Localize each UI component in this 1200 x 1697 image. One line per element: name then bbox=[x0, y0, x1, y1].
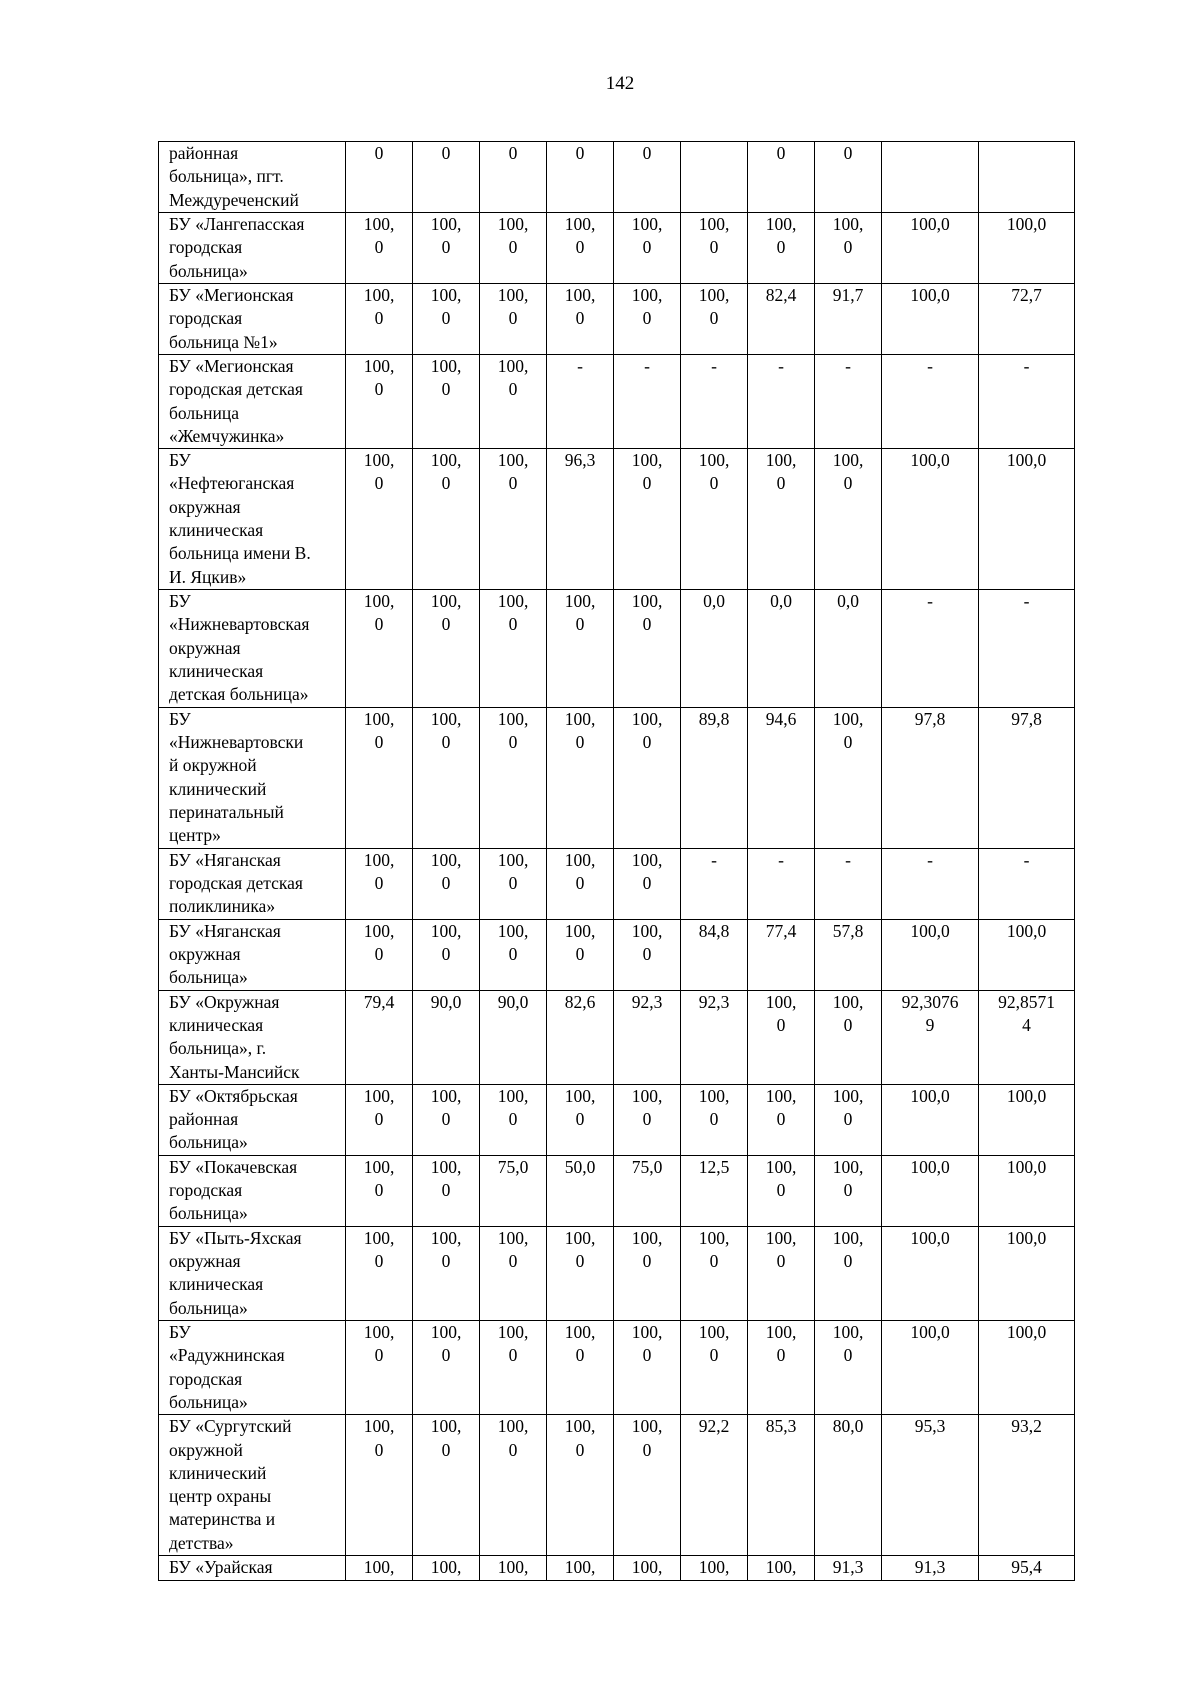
value-cell: - bbox=[979, 848, 1075, 919]
table-row bbox=[159, 1321, 1075, 1415]
table-row bbox=[159, 1556, 1075, 1580]
value-cell: 100, 0 bbox=[547, 1321, 614, 1415]
value-cell: 100,0 bbox=[882, 1084, 979, 1155]
value-cell: 100, 0 bbox=[346, 1415, 413, 1556]
value-cell: - bbox=[882, 590, 979, 707]
value-cell: 100,0 bbox=[882, 1155, 979, 1226]
value-cell: 0 bbox=[547, 142, 614, 213]
value-cell: 100,0 bbox=[882, 1226, 979, 1320]
value-cell: 97,8 bbox=[979, 707, 1075, 848]
page-number: 142 bbox=[605, 73, 635, 94]
institution-name-cell: БУ «Нефтеюганская окружная клиническая больница имени В. И. Яцкив» bbox=[159, 449, 346, 590]
value-cell: 100, 0 bbox=[614, 449, 681, 590]
value-cell: 100, 0 bbox=[480, 848, 547, 919]
value-cell: 100, 0 bbox=[681, 449, 748, 590]
value-cell: 100, 0 bbox=[547, 707, 614, 848]
value-cell: 100, 0 bbox=[346, 919, 413, 990]
value-cell: 100,0 bbox=[979, 1155, 1075, 1226]
table-row bbox=[159, 1415, 1075, 1556]
value-cell: 100, 0 bbox=[346, 284, 413, 355]
value-cell: 100, 0 bbox=[748, 990, 815, 1084]
value-cell: 100, 0 bbox=[413, 707, 480, 848]
value-cell: 100, 0 bbox=[346, 1084, 413, 1155]
value-cell: 100,0 bbox=[979, 1321, 1075, 1415]
value-cell: 100,0 bbox=[979, 1226, 1075, 1320]
value-cell bbox=[882, 142, 979, 213]
value-cell: 96,3 bbox=[547, 449, 614, 590]
value-cell: 100, 0 bbox=[547, 1084, 614, 1155]
value-cell: 92,3076 9 bbox=[882, 990, 979, 1084]
value-cell: 100, 0 bbox=[815, 990, 882, 1084]
value-cell: 100, 0 bbox=[480, 284, 547, 355]
value-cell: 90,0 bbox=[480, 990, 547, 1084]
value-cell: 92,3 bbox=[614, 990, 681, 1084]
value-cell: 75,0 bbox=[614, 1155, 681, 1226]
institution-name-cell: БУ «Окружная клиническая больница», г. Ханты-Мансийск bbox=[159, 990, 346, 1084]
institution-name-cell: БУ «Радужнинская городская больница» bbox=[159, 1321, 346, 1415]
value-cell: 100, 0 bbox=[346, 707, 413, 848]
value-cell: 82,6 bbox=[547, 990, 614, 1084]
value-cell: 100, 0 bbox=[748, 449, 815, 590]
table-row bbox=[159, 919, 1075, 990]
value-cell: 100, 0 bbox=[346, 1321, 413, 1415]
value-cell: 0 bbox=[413, 142, 480, 213]
value-cell: 100, 0 bbox=[815, 1321, 882, 1415]
value-cell: 80,0 bbox=[815, 1415, 882, 1556]
value-cell: 100,0 bbox=[882, 213, 979, 284]
value-cell: 100,0 bbox=[882, 919, 979, 990]
institution-name-cell: БУ «Пыть-Яхская окружная клиническая больница» bbox=[159, 1226, 346, 1320]
value-cell: 82,4 bbox=[748, 284, 815, 355]
value-cell: 100, 0 bbox=[480, 1084, 547, 1155]
value-cell: 100, 0 bbox=[346, 213, 413, 284]
value-cell: - bbox=[815, 355, 882, 449]
table-row bbox=[159, 590, 1075, 707]
value-cell: 94,6 bbox=[748, 707, 815, 848]
value-cell: 95,3 bbox=[882, 1415, 979, 1556]
value-cell: 100, 0 bbox=[346, 590, 413, 707]
value-cell: 100, 0 bbox=[480, 1321, 547, 1415]
table-row bbox=[159, 848, 1075, 919]
table-row bbox=[159, 1155, 1075, 1226]
value-cell: - bbox=[748, 355, 815, 449]
value-cell: 100, bbox=[547, 1556, 614, 1580]
value-cell: 100, 0 bbox=[413, 1226, 480, 1320]
table-row bbox=[159, 213, 1075, 284]
value-cell: 12,5 bbox=[681, 1155, 748, 1226]
value-cell: 100, 0 bbox=[480, 355, 547, 449]
value-cell: 100,0 bbox=[882, 284, 979, 355]
table-row bbox=[159, 707, 1075, 848]
value-cell: 91,3 bbox=[882, 1556, 979, 1580]
value-cell: 100, 0 bbox=[413, 213, 480, 284]
value-cell: 100, 0 bbox=[748, 1155, 815, 1226]
value-cell: 100, 0 bbox=[413, 919, 480, 990]
value-cell: 75,0 bbox=[480, 1155, 547, 1226]
value-cell: 100, 0 bbox=[681, 284, 748, 355]
value-cell: - bbox=[882, 355, 979, 449]
value-cell: 100, 0 bbox=[748, 1226, 815, 1320]
value-cell: 100,0 bbox=[979, 449, 1075, 590]
value-cell: 100, 0 bbox=[346, 449, 413, 590]
value-cell: 100, 0 bbox=[614, 1226, 681, 1320]
institution-name-cell: БУ «Октябрьская районная больница» bbox=[159, 1084, 346, 1155]
value-cell: 100, 0 bbox=[547, 1226, 614, 1320]
value-cell: 100, 0 bbox=[413, 590, 480, 707]
value-cell: 84,8 bbox=[681, 919, 748, 990]
value-cell: 0,0 bbox=[748, 590, 815, 707]
institution-name-cell: БУ «Няганская окружная больница» bbox=[159, 919, 346, 990]
table-row bbox=[159, 355, 1075, 449]
institution-name-cell: БУ «Лангепасская городская больница» bbox=[159, 213, 346, 284]
value-cell: 89,8 bbox=[681, 707, 748, 848]
value-cell: 100, bbox=[413, 1556, 480, 1580]
institution-name-cell: БУ «Покачевская городская больница» bbox=[159, 1155, 346, 1226]
value-cell: 100, 0 bbox=[480, 707, 547, 848]
value-cell: 92,8571 4 bbox=[979, 990, 1075, 1084]
value-cell: 100, 0 bbox=[413, 284, 480, 355]
value-cell: 100, 0 bbox=[614, 1415, 681, 1556]
value-cell: 100, 0 bbox=[547, 848, 614, 919]
value-cell: 100, 0 bbox=[614, 590, 681, 707]
value-cell: 100, 0 bbox=[681, 1226, 748, 1320]
institution-name-cell: БУ «Нижневартовски й окружной клинический перинатальный центр» bbox=[159, 707, 346, 848]
value-cell: 100, 0 bbox=[748, 1321, 815, 1415]
value-cell: 72,7 bbox=[979, 284, 1075, 355]
value-cell: 100,0 bbox=[882, 449, 979, 590]
value-cell: 100, 0 bbox=[815, 1084, 882, 1155]
value-cell: 0,0 bbox=[815, 590, 882, 707]
value-cell: 57,8 bbox=[815, 919, 882, 990]
institution-name-cell: БУ «Нижневартовская окружная клиническая детская больница» bbox=[159, 590, 346, 707]
value-cell: - bbox=[681, 355, 748, 449]
value-cell: 95,4 bbox=[979, 1556, 1075, 1580]
institution-name-cell: районная больница», пгт. Междуреченский bbox=[159, 142, 346, 213]
value-cell: 90,0 bbox=[413, 990, 480, 1084]
value-cell: 100, 0 bbox=[614, 848, 681, 919]
value-cell: 91,7 bbox=[815, 284, 882, 355]
value-cell: 100, 0 bbox=[815, 213, 882, 284]
value-cell: 100, 0 bbox=[413, 848, 480, 919]
value-cell: 100, 0 bbox=[413, 1415, 480, 1556]
value-cell: 100, 0 bbox=[480, 1415, 547, 1556]
value-cell: - bbox=[979, 355, 1075, 449]
value-cell: 0 bbox=[614, 142, 681, 213]
table-row bbox=[159, 142, 1075, 213]
value-cell: - bbox=[815, 848, 882, 919]
value-cell: 100,0 bbox=[979, 213, 1075, 284]
value-cell: 100, 0 bbox=[346, 355, 413, 449]
value-cell: 97,8 bbox=[882, 707, 979, 848]
value-cell: 100, 0 bbox=[480, 919, 547, 990]
table-row bbox=[159, 284, 1075, 355]
value-cell: 100,0 bbox=[979, 1084, 1075, 1155]
value-cell: 100, 0 bbox=[614, 1084, 681, 1155]
value-cell: 100, 0 bbox=[681, 1084, 748, 1155]
value-cell: 100, 0 bbox=[413, 355, 480, 449]
value-cell: - bbox=[547, 355, 614, 449]
value-cell: 100, bbox=[346, 1556, 413, 1580]
value-cell: 91,3 bbox=[815, 1556, 882, 1580]
value-cell: 0 bbox=[346, 142, 413, 213]
value-cell: 100, 0 bbox=[413, 449, 480, 590]
value-cell: 100, 0 bbox=[413, 1321, 480, 1415]
value-cell: - bbox=[681, 848, 748, 919]
value-cell: - bbox=[748, 848, 815, 919]
value-cell: 100, 0 bbox=[614, 284, 681, 355]
value-cell: 100, 0 bbox=[681, 1321, 748, 1415]
value-cell: - bbox=[979, 590, 1075, 707]
value-cell: 100, 0 bbox=[547, 1415, 614, 1556]
value-cell: 50,0 bbox=[547, 1155, 614, 1226]
table-row bbox=[159, 1226, 1075, 1320]
value-cell: 92,2 bbox=[681, 1415, 748, 1556]
value-cell: 100, 0 bbox=[614, 213, 681, 284]
value-cell: 100, 0 bbox=[547, 213, 614, 284]
value-cell: 92,3 bbox=[681, 990, 748, 1084]
value-cell: 100, 0 bbox=[413, 1155, 480, 1226]
value-cell: 100, 0 bbox=[748, 1084, 815, 1155]
value-cell: 100, 0 bbox=[480, 590, 547, 707]
value-cell: 100, 0 bbox=[815, 1155, 882, 1226]
value-cell: 100, 0 bbox=[413, 1084, 480, 1155]
value-cell: 0 bbox=[815, 142, 882, 213]
value-cell bbox=[979, 142, 1075, 213]
value-cell: 100, 0 bbox=[346, 1155, 413, 1226]
table-row bbox=[159, 449, 1075, 590]
value-cell: 100, 0 bbox=[547, 919, 614, 990]
value-cell: 100, 0 bbox=[614, 919, 681, 990]
institution-name-cell: БУ «Урайская bbox=[159, 1556, 346, 1580]
value-cell: 100, 0 bbox=[480, 213, 547, 284]
value-cell: 100, 0 bbox=[547, 590, 614, 707]
table-row bbox=[159, 990, 1075, 1084]
institution-name-cell: БУ «Мегионская городская больница №1» bbox=[159, 284, 346, 355]
value-cell: 0 bbox=[748, 142, 815, 213]
institution-name-cell: БУ «Сургутский окружной клинический центр охраны материнства и детства» bbox=[159, 1415, 346, 1556]
value-cell: 100, 0 bbox=[815, 449, 882, 590]
value-cell: 100, 0 bbox=[815, 707, 882, 848]
hospital-indicators-table bbox=[158, 141, 1075, 1581]
value-cell: 100, 0 bbox=[480, 449, 547, 590]
value-cell: 85,3 bbox=[748, 1415, 815, 1556]
value-cell: 100, 0 bbox=[748, 213, 815, 284]
value-cell: 100, 0 bbox=[614, 1321, 681, 1415]
value-cell: - bbox=[614, 355, 681, 449]
value-cell: 100, bbox=[681, 1556, 748, 1580]
value-cell: 100, 0 bbox=[346, 848, 413, 919]
value-cell: 79,4 bbox=[346, 990, 413, 1084]
value-cell: 93,2 bbox=[979, 1415, 1075, 1556]
value-cell: 100, 0 bbox=[681, 213, 748, 284]
value-cell: 100, 0 bbox=[480, 1226, 547, 1320]
value-cell: 100, 0 bbox=[815, 1226, 882, 1320]
value-cell: 100, 0 bbox=[346, 1226, 413, 1320]
institution-name-cell: БУ «Мегионская городская детская больница «Жемчужинка» bbox=[159, 355, 346, 449]
value-cell: 100, bbox=[480, 1556, 547, 1580]
value-cell: - bbox=[882, 848, 979, 919]
value-cell: 100, bbox=[614, 1556, 681, 1580]
table-row bbox=[159, 1084, 1075, 1155]
value-cell: 100, 0 bbox=[547, 284, 614, 355]
value-cell: 100, 0 bbox=[614, 707, 681, 848]
value-cell: 100, bbox=[748, 1556, 815, 1580]
value-cell: 77,4 bbox=[748, 919, 815, 990]
value-cell bbox=[681, 142, 748, 213]
value-cell: 0,0 bbox=[681, 590, 748, 707]
institution-name-cell: БУ «Няганская городская детская поликлиника» bbox=[159, 848, 346, 919]
value-cell: 100,0 bbox=[979, 919, 1075, 990]
value-cell: 0 bbox=[480, 142, 547, 213]
value-cell: 100,0 bbox=[882, 1321, 979, 1415]
